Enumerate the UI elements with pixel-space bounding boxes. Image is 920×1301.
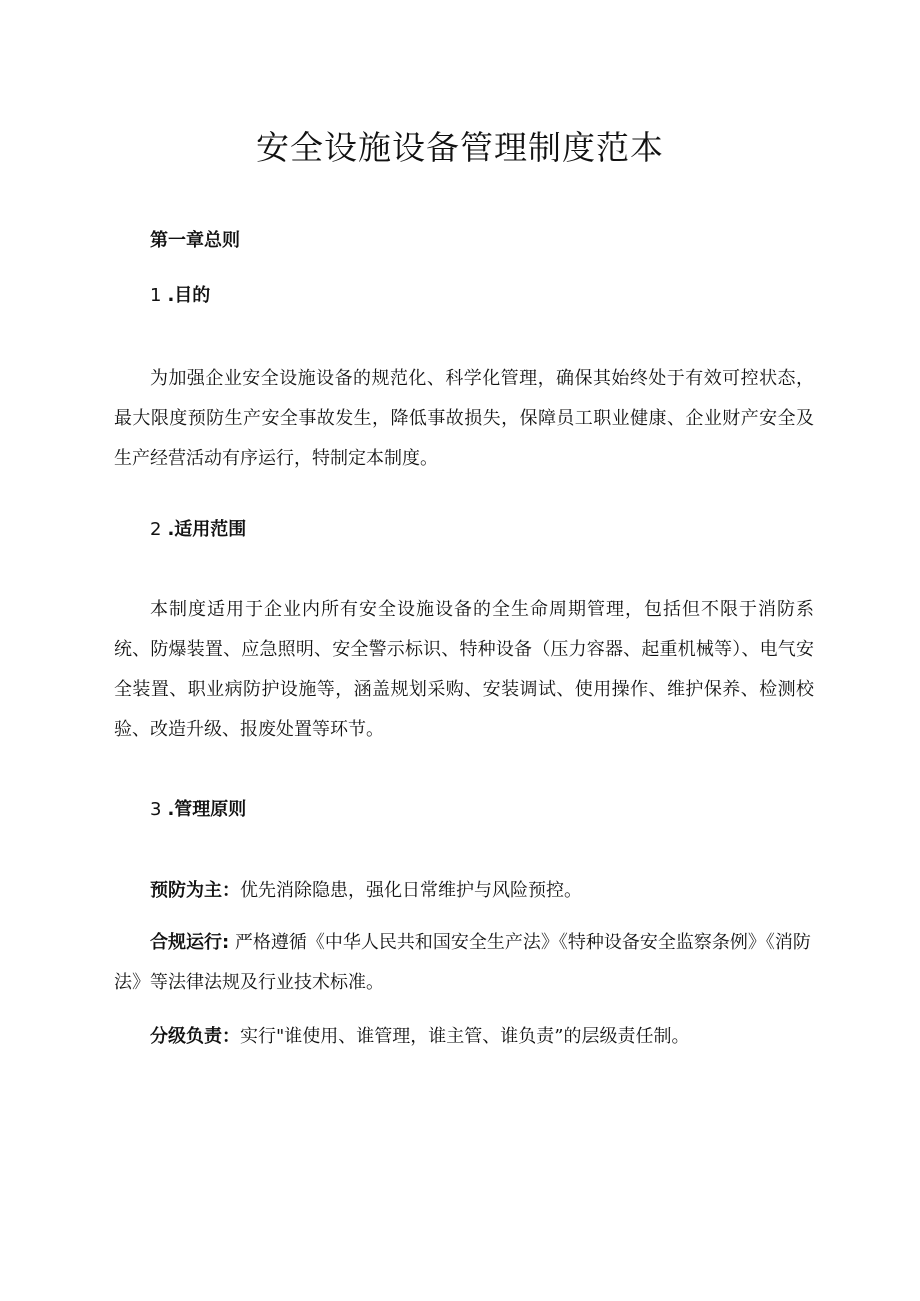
section-body-purpose: 为加强企业安全设施设备的规范化、科学化管理，确保其始终处于有效可控状态，最大限度预防生产安全事故发生，降低事故损失，保障员工职业健康、企业财产安全及生产经营活动有序运行，特制定本制度。 [114,368,814,469]
principle-text: 实行"谁使用、谁管理，谁主管、谁负责”的层级责任制。 [240,1026,690,1047]
section-heading-scope [150,518,246,542]
section-number: 1 [150,285,162,306]
principle-compliance [114,923,814,1003]
principle-label: 分级负责： [150,1026,240,1047]
section-title: .目的 [167,285,211,306]
principle-label: 预防为主： [150,880,240,901]
section-heading-purpose [150,284,210,308]
chapter-heading: 第一章总则 [150,230,240,251]
principle-prevention [114,871,814,911]
section-title: .管理原则 [167,799,247,820]
section-heading-principles [150,798,246,822]
principle-label: 合规运行: [150,932,230,953]
principle-text: 优先消除隐患，强化日常维护与风险预控。 [240,880,582,901]
document-title: 安全设施设备管理制度范本 [256,128,664,167]
principle-responsibility [114,1017,814,1057]
principle-text: 严格遵循《中华人民共和国安全生产法》《特种设备安全监察条例》《消防法》等法律法规及行业技术标准。 [114,932,811,993]
section-title: .适用范围 [167,519,247,540]
section-number: 2 [150,519,162,540]
section-number: 3 [150,799,162,820]
section-body-scope: 本制度适用于企业内所有安全设施设备的全生命周期管理，包括但不限于消防系统、防爆装置、应急照明、安全警示标识、特种设备（压力容器、起重机械等）、电气安全装置、职业病防护设施等，涵盖规划采购、安装调试、使用操作、维护保养、检测校验、改造升级、报废处置等环节。 [114,599,814,740]
